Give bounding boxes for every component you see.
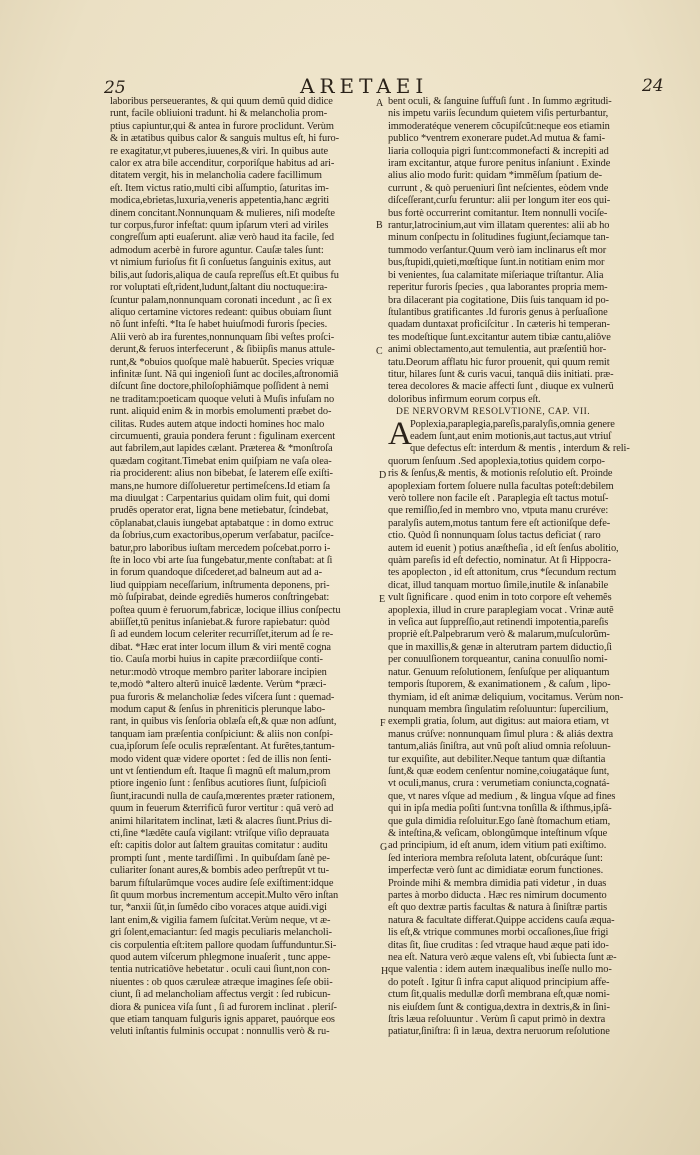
text-line: poſtea quum è feruorum,fabricæ, locique illius conſpectu bbox=[110, 604, 341, 616]
text-line: barum fiſtularũmque voces audire ſeſe exiſtiment:idque bbox=[110, 877, 334, 889]
text-line: bus fortè occurrerint comitantur. Item nonnulli vociſe- bbox=[388, 207, 608, 219]
text-line: iram excitantur, atque furore penitus inſaniunt . Exinde bbox=[388, 158, 611, 170]
text-line: ſi ad eundem locum celeriter recurriſſet,iterum ad ſe re- bbox=[110, 629, 334, 641]
text-line: quadam duntaxat proficiſcitur . In cæteris hi temperan- bbox=[388, 319, 610, 331]
text-line: que in maxillis,& genæ in alterutram partem diductio,ſi bbox=[388, 641, 612, 653]
margin-letter-b: B bbox=[376, 220, 383, 231]
left-text-column bbox=[110, 96, 390, 1039]
text-line: liud quippiam neceſſarium, inſtrumenta deponens, pri- bbox=[110, 579, 330, 591]
text-line: paralyſis autem,motus tantum fere eſt actioniſque defe- bbox=[388, 517, 611, 529]
text-line: nea eſt. Natura verò æque valens eſt, vbi ſubiecta ſunt æ- bbox=[388, 952, 617, 964]
text-line: alius alio modo furit: quidam *immẽſum ſpatium de- bbox=[388, 170, 603, 182]
text-line: immoderatéque venerem cõcupiſcũt:neque eos etiamin bbox=[388, 120, 610, 132]
text-line: liaria colloquia pigri ſunt:commonefacti & increpiti ad bbox=[388, 145, 609, 157]
text-line: diſcunt ſine doctore,philoſophiãmque poſſident à nemi bbox=[110, 381, 329, 393]
text-line: netur:modò vtroque membro pariter laborare incipien bbox=[110, 666, 327, 678]
text-line: laboribus perseuerantes, & qui quum demũ quid didice bbox=[110, 96, 333, 107]
text-line: tur corpus,furor infeſtat: quum ipſarum vteri ad viriles bbox=[110, 220, 329, 232]
text-line: rantur,latrocinium,aut vim illatam querentes: alii ab ho bbox=[388, 220, 610, 232]
text-line: calor ex atra bile accenditur, corporiſque habitus ad ari- bbox=[110, 158, 335, 170]
text-line: tatu.Deorum afflatu hic furor prouenit, qui quum remit bbox=[388, 356, 610, 368]
text-line: currunt , & quò perueniuri ſint neſcientes, eòdem vnde bbox=[388, 182, 609, 194]
text-line: infinitæ ſunt. Nã qui ingenioſi ſunt ac dociles,aſtronomiã bbox=[110, 368, 339, 380]
text-line: tentia nutricatiôve hebetatur . oculi caui ſiunt,non con- bbox=[110, 964, 331, 976]
text-line: natura & facultate differat.Quippe accidens cauſa æqua- bbox=[388, 914, 615, 926]
text-line: lant enim,& vigilia famem ſuſcitat.Verùm neque, vt æ- bbox=[110, 914, 331, 926]
text-line: mans,ne humore diſſolueretur pertimeſcens.Id etiam ſa bbox=[110, 480, 331, 492]
text-line: que valentia : idem autem inæqualibus ineſſe nullo mo- bbox=[388, 964, 612, 976]
text-line: temporis ſtuporem, & exanimationem , & caſum , lipo- bbox=[388, 679, 611, 691]
text-line: in forum quandoque diſcederet,ad balneum aut ad a- bbox=[110, 567, 322, 579]
text-line: que remiſſio,ſed in membro vno, vtputa manu cruréve: bbox=[388, 505, 609, 517]
chapter-heading: DE NERVORVM RESOLVTIONE, CAP. VII. bbox=[396, 407, 591, 418]
text-line: Proinde mihi & membra dimidia pati videtur , in duas bbox=[388, 877, 607, 889]
text-line: eadem ſunt,aut enim motionis,aut tactus,aut vtriuſ bbox=[410, 430, 612, 442]
text-line: tio. Cauſa morbi huius in capite præcordiiſque conti- bbox=[110, 654, 323, 666]
text-line: imperfectæ verò ſunt ac dimidiatæ eorum functiones. bbox=[388, 865, 604, 877]
text-line: ria prociderent: alius non bibebat, ſe laterem eſſe exiſti- bbox=[110, 468, 333, 480]
text-line: eſt: capitis dolor aut ſaltem grauitas comitatur : auditu bbox=[110, 840, 328, 852]
text-line: dinem concitant.Nonnunquam & mulieres, niſi modeſte bbox=[110, 207, 335, 219]
margin-letter-d: D bbox=[379, 470, 387, 481]
text-line: manus crúſve: nonnunquam ſimul plura : & aliás dextra bbox=[388, 728, 613, 740]
page-number-left: 25 bbox=[104, 78, 126, 98]
drop-cap: A bbox=[388, 415, 412, 452]
text-line: & inteſtina,& veſicam, oblongũmque inteſtinum vſque bbox=[388, 827, 608, 839]
text-line: Poplexia,paraplegia,pareſis,paralyſis,omnia genere bbox=[410, 418, 615, 430]
text-line: per conuulſionem torqueantur, canina conuulſio nomi- bbox=[388, 654, 608, 666]
text-line: tanquam iam præſentia conſpiciunt: & aliis non conſpi- bbox=[110, 728, 333, 740]
text-line: ſte in loco vbi arte ſua fungebatur,mente conſtabat: at ſi bbox=[110, 555, 333, 567]
margin-letter-h: H bbox=[381, 966, 389, 977]
text-line: runt,& *obuios quoſque malè habuerũt. Species vriquæ bbox=[110, 356, 334, 368]
right-column-top-text bbox=[388, 96, 668, 406]
text-line: reperitur furoris ſpecies , qua laborantes propria mem- bbox=[388, 282, 608, 294]
text-line: qui in ipſa media poſiti ſunt:vna tonſilla & iſthmus,ipſá- bbox=[388, 803, 612, 815]
text-line: animi oblectamento,aut temulentia, aut præſentiũ hor- bbox=[388, 344, 607, 356]
text-line: nunquam membra ſingulatim reſoluuntur: ſupercilium, bbox=[388, 703, 609, 715]
text-line: publico *ventrem exonerare pudet.Ad mutua & fami- bbox=[388, 133, 605, 145]
text-line: vt oculi,manus, crura : verumetiam coniuncta,cognatá- bbox=[388, 778, 610, 790]
text-line: bi venientes, ſua calamitate miſeriaque triſtantur. Alia bbox=[388, 269, 604, 281]
text-line: que, vt nares vſque ad medium , & lingua vſque ad fines bbox=[388, 790, 616, 802]
text-line: re exagitatur,vt puberes,iuuenes,& viri. In quibus aute bbox=[110, 145, 328, 157]
right-text-column bbox=[388, 96, 668, 1039]
text-line: ne traditam:poeticam quoque veluti à Muſis infuſam no bbox=[110, 393, 335, 405]
text-line: ſtris læua reſoluuntur . Verùm ſi caput primò in dextra bbox=[388, 1014, 606, 1026]
text-line: tur exquiſite, aut debiliter.Neque tantum quæ diſtantia bbox=[388, 753, 606, 765]
text-line: ptius capiuntur,qui & antea in furore proclidunt. Verùm bbox=[110, 120, 334, 132]
text-line: dibat. *Hæc erat inter locum illum & viri mentẽ cogna bbox=[110, 641, 331, 653]
text-line: bent oculi, & ſanguine ſuffuſi ſunt . In ſummo ægritudi- bbox=[388, 96, 612, 107]
text-line: tantum,aliás ſiniſtra, aut vnũ poſt aliud omnia reſoluun- bbox=[388, 741, 611, 753]
text-line: runt. aliquid enim & in morbis emolumenti præbet do- bbox=[110, 406, 332, 418]
text-line: veluti inſtantis fulminis occupat : nonnullis verò & ru- bbox=[110, 1026, 330, 1038]
text-line: ſed interiora membra reſoluta latent, obſcuráque ſunt: bbox=[388, 852, 603, 864]
text-line: admodum acerbè in furore aguntur. Cauſæ tales ſunt: bbox=[110, 244, 324, 256]
text-line: circumuenti, grauia pondera ferunt : figulinam exercent bbox=[110, 430, 336, 442]
text-line: & in ætatibus quibus calor & sanguis multus eſt, hi furo- bbox=[110, 133, 339, 145]
text-line: prompti ſunt , mente tardiſſimi . In quibuſdam ſanè pe- bbox=[110, 852, 330, 864]
text-line: unt vt ſentiendum eſt. Itaque ſi magnũ eſt malum,prom bbox=[110, 765, 331, 777]
text-line: da ſobrius,cum exactoribus,operum verſabatur, paciſce- bbox=[110, 530, 334, 542]
text-line: bra dilacerant pia cogitatione, Diis ſuis tanquam id po- bbox=[388, 294, 609, 306]
text-line: ditatem vergit, his in melancholia cadere facillimum bbox=[110, 170, 322, 182]
text-line: animi hilaritatem inclinat, læti & alacres ſiunt.Prius di- bbox=[110, 815, 332, 827]
text-line: ma diuulgat : Carpentarius quidam olim fuit, qui domi bbox=[110, 493, 331, 504]
text-line: modo vident quæ videre oportet : ſed de illis non ſenti- bbox=[110, 753, 332, 765]
text-line: modum caput & ſenſus in phreniticis plerunque labo- bbox=[110, 703, 326, 715]
text-line: ſit quum morbus incrementum accepit.Multo vẽro inſtan bbox=[110, 890, 339, 901]
page-number-right: 24 bbox=[642, 76, 664, 96]
text-line: bus,ſtupidi,quieti,mœſtique ſunt.in notitiam enim mor bbox=[388, 257, 605, 269]
text-line: eſt. Item victus ratio,multi cibi aſſumptio, ſaturitas im- bbox=[110, 182, 329, 194]
text-line: dicat, illud tanquam mortuo ſimile,inutile & inſanabile bbox=[388, 579, 609, 591]
text-line: ſcuntur palam,nonnunquam coronati incedunt , ac ſi ex bbox=[110, 294, 332, 306]
text-line: quum in feuerum &terrificũ furor vertitur : quã verò ad bbox=[110, 803, 334, 815]
text-line: minum conſpectu in ſolitudines fugiunt,ſeciamque tan- bbox=[388, 232, 609, 244]
text-line: natur. Genuum reſolutionem, ſenſuſque per aliquantum bbox=[388, 666, 610, 678]
margin-letter-e: E bbox=[379, 594, 386, 605]
text-line: culiariter ſonant aures,& bombis adeo perſtrepũt vt tu- bbox=[110, 865, 329, 877]
text-line: titur, hilares ſunt & curis vacui, tanquã diis initiati. præ- bbox=[388, 368, 614, 380]
margin-letter-g: G bbox=[380, 842, 388, 853]
text-line: rant, in quibus vis ſenſoria oblæſa eſt,& quæ non adſunt, bbox=[110, 716, 337, 728]
text-line: batur,pro laboribus iuſtam mercedem poſcebat.porro i- bbox=[110, 542, 331, 554]
text-line: diſceſſerant,curſu feruntur: alii per longum iter eos qui- bbox=[388, 195, 611, 207]
text-line: nis impetu variis ſecundum quietem viſis perturbantur, bbox=[388, 108, 609, 120]
text-line: ptiore ingenio ſunt : ſenſibus acutiores ſiunt, ſuſpicioſi bbox=[110, 778, 327, 790]
text-line: lis eſt,& vtrique communes morbi occaſiones,ſiue frigi bbox=[388, 927, 609, 939]
text-line: apoplexiam fortem ſoluere nulla facultas poteſt:debilem bbox=[388, 480, 614, 492]
text-line: patiatur,ſiniſtra: ſi in læua, dextra neruorum reſolutione bbox=[388, 1026, 610, 1038]
text-line: aliquo certamine victores redeant: quibus obuiam ſiunt bbox=[110, 306, 332, 318]
text-line: vt nimium furioſus fit ſi conſuetus ſanguinis exitus, aut bbox=[110, 257, 331, 269]
text-line: que gula dimidia reſoluitur.Ego ſanè ſtomachum etiam, bbox=[388, 815, 611, 827]
text-line: que etiam tanquam fulguris ignis apparet, pauórque eos bbox=[110, 1014, 335, 1026]
text-line: cilitas. Rudes autem atque indocti homines hoc malo bbox=[110, 418, 325, 430]
text-line: tur, *anxii ſũt,in ſumẽdo cibo voraces atque auidi.vigi bbox=[110, 902, 327, 914]
text-line: thymiam, id eſt animæ deliquium, vocitamus. Verùm non- bbox=[388, 691, 624, 703]
text-line: autem id euenit ) potius anæſtheſia , id eſt ſenſus abolitio, bbox=[388, 542, 619, 554]
text-line: mò ſuſpirabat, deinde egrediẽs humeros conſtringebat: bbox=[110, 592, 330, 604]
text-line: ctio. Quòd ſi nonnunquam ſolus tactus deficiat ( raro bbox=[388, 530, 601, 542]
text-line: cis corpulentia eſt:item pallore quodam ſuffunduntur.Si- bbox=[110, 939, 337, 951]
text-line: bilis,aut ſudoris,aliqua de cauſa repreſſus eſt.Et quibus fu bbox=[110, 269, 339, 281]
text-line: partes à morbo diducta . Hæc res nimirum documento bbox=[388, 890, 607, 901]
margin-letter-c: C bbox=[376, 346, 383, 357]
text-line: congreſſum apti euaſerunt. aliæ verò haud ita facile, ſed bbox=[110, 232, 334, 244]
text-line: ris & ſenſus,& mentis, & motionis reſolutio eſt. Proinde bbox=[388, 468, 613, 480]
text-line: que defectus eſt: interdum & mentis , interdum & reli- bbox=[410, 443, 630, 455]
text-line: ditas ſit, ſiue cruditas : ſed vtraque haud æque pati ido- bbox=[388, 939, 609, 951]
text-line: ſiunt,iracundi nulla de cauſa,mœrentes præter rationem, bbox=[110, 790, 335, 802]
text-line: runt, facile obliuioni tradunt. hi & melancholia prom- bbox=[110, 108, 328, 120]
text-line: ctum ſit,qualis medullæ dorſi membrana eſt,quæ nomi- bbox=[388, 989, 610, 1001]
text-line: apoplexia, illud in crure paraplegiam vocat . Vrinæ autẽ bbox=[388, 604, 614, 616]
text-line: cõplanabat,clauis iungebat aptabatque : in domo extruc bbox=[110, 517, 334, 529]
margin-letter-a: A bbox=[376, 98, 384, 109]
text-line: modica,ebrietas,luxuria,veneris appetentia,hanc ægriti bbox=[110, 195, 330, 207]
text-line: prudẽs operator erat, ligna bene metiebatur, ſcindebat, bbox=[110, 505, 329, 517]
text-line: gri ſolent,emaciantur: ſed magis peculiaris melancholi- bbox=[110, 927, 332, 939]
text-line: ſtulantibus gratificantes .Id furoris genus à perſuaſione bbox=[388, 306, 608, 318]
text-line: cti,ſine *lædẽte cauſa vigilant: vtriſque viſio deprauata bbox=[110, 827, 330, 839]
text-line: in veſica aut ſuppreſſio,aut retinendi impotentia,pareſis bbox=[388, 617, 609, 629]
text-line: diora & punicea viſa ſunt , ſi ad furorem inclinat . pleriſ- bbox=[110, 1001, 337, 1013]
text-line: nis eiuſdem ſunt & contigua,dextra in dextris,& in ſini- bbox=[388, 1001, 610, 1013]
text-line: ror voluptati eſt,rident,ludunt,ſaltant diu noctuque:ira- bbox=[110, 282, 328, 294]
text-line: quædam cogitant.Timebat enim quiſpiam ne vaſa olea- bbox=[110, 455, 332, 467]
text-line: quorum ſenſuum .Sed apoplexia,totius quidem corpo- bbox=[388, 455, 605, 467]
text-line: ad principium, id eſt anum, idem vitium pati exiſtimo. bbox=[388, 840, 607, 852]
text-line: doloribus infirmum eorum corpus eſt. bbox=[388, 393, 541, 405]
text-line: niuentes : ob quos cæruleæ atræque imagines ſeſe obii- bbox=[110, 976, 333, 988]
text-line: tummodo verſantur.Quum verò iam inclinarus eſt mor bbox=[388, 244, 607, 256]
text-line: verò tollere non facile eſt . Paraplegia eſt tactus motuſ- bbox=[388, 493, 609, 504]
text-line: exempli gratia, ſolum, aut digitus: aut maiora etiam, vt bbox=[388, 716, 609, 728]
text-line: cua,ipſorum ſeſe oculis repræſentant. At furẽtes,tantum- bbox=[110, 741, 335, 753]
text-line: quàm pareſis id eſt defectio, nominatur. At ſi Hippocra- bbox=[388, 555, 611, 567]
text-line: ſunt,& quæ eodem cenſentur nomine,coiugatáque ſunt, bbox=[388, 765, 610, 777]
text-line: derunt,& feruos interfecerunt , & ſibiipſis manus attule- bbox=[110, 344, 335, 356]
text-line: quod autem viſcerum phlegmone inuaſerit , tunc appe- bbox=[110, 952, 331, 964]
text-line: abiiſſet,tũ penitus inſaniebat.& furore rapiebatur: quòd bbox=[110, 617, 330, 629]
chapter-text bbox=[388, 415, 668, 1039]
running-title: ARETAEI bbox=[300, 74, 429, 98]
text-line: Alii verò ab ira furentes,nonnunquam ſibi veſtes proſci- bbox=[110, 331, 335, 343]
text-line: te,modò *altero alterũ inuicẽ lædente. Verùm *præci- bbox=[110, 679, 327, 691]
text-line: tes apoplecton , id eſt attonitum, crus *ſecundum rectum bbox=[388, 567, 617, 579]
text-line: nõ ſunt infeſti. *Ita ſe habet huiuſmodi furoris ſpecies. bbox=[110, 319, 328, 331]
text-line: terea decolores & macie affecti ſunt , diuque ex vulnerũ bbox=[388, 381, 614, 393]
chapter-body bbox=[388, 415, 668, 1039]
text-line: propriè eſt.Palpebrarum verò & malarum,muſculorũm- bbox=[388, 629, 610, 641]
text-line: aut fabrilem,aut lapides cælant. Præterea & *monſtroſa bbox=[110, 443, 333, 455]
margin-letter-f: F bbox=[380, 718, 386, 729]
text-line: vult ſignificare . quod enim in toto corpore eſt vehemẽs bbox=[388, 592, 612, 604]
text-line: eſt quo dextræ partis facultas & natura à ſiniſtræ partis bbox=[388, 902, 608, 914]
text-line: do poteſt . Igitur ſi infra caput aliquod principium affe- bbox=[388, 976, 610, 988]
text-line: tes modeſtique ſunt.excitantur autem tibiæ cantu,aliôve bbox=[388, 331, 611, 343]
text-line: ciunt, ſi ad melancholiam affectus vergit : ſed rubicun- bbox=[110, 989, 331, 1001]
text-line: pua furoris & melancholiæ ſedes viſcera ſunt : quemad- bbox=[110, 691, 335, 703]
